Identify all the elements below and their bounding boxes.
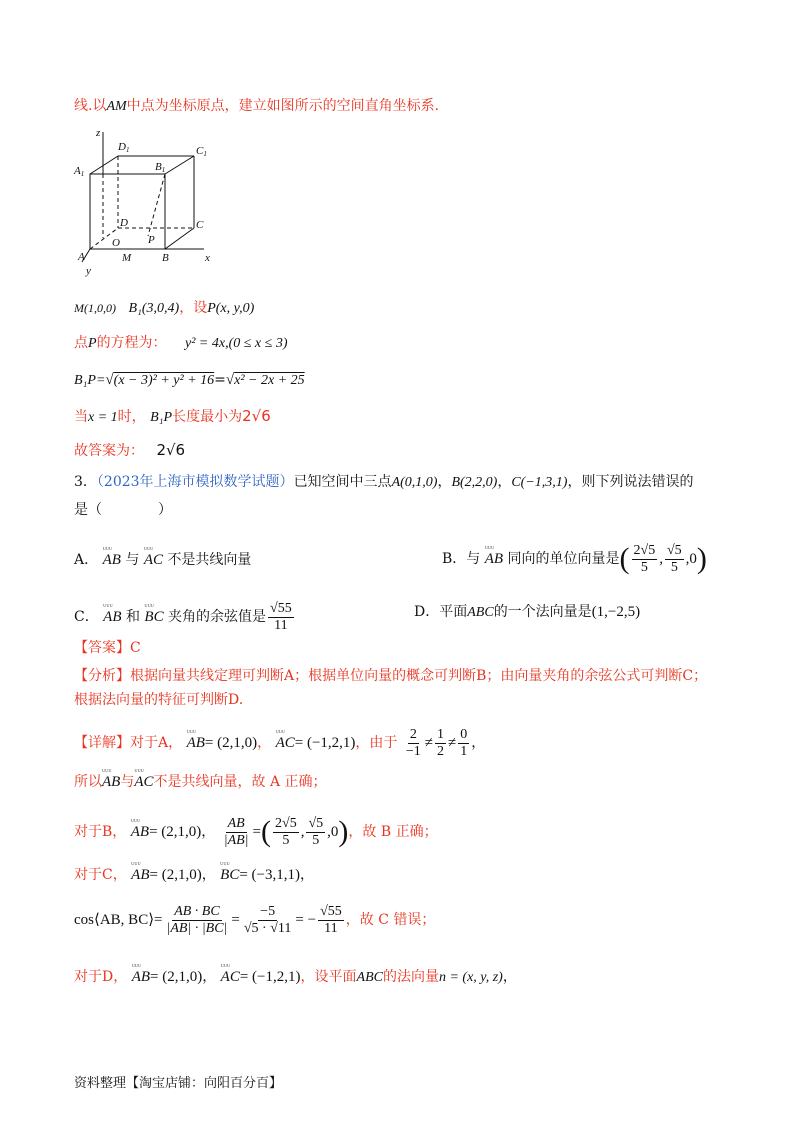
label-b: B [162, 252, 169, 264]
cosine-formula: cos⟨AB, BC⟩= $\frac{AB \cdot BC}{|AB| \cdot |BC|}$ = $\frac{-5}{√5 \cdot √11}$ = − $\frac{√55}{11}$ ，故 C 错误； [74, 903, 436, 936]
trajectory-line: 点P的方程为： y² = 4x,(0 ≤ x ≤ 3) [74, 335, 288, 351]
detail-a-conclusion: 所以ᵁᵁᵁ AB与ᵁᵁᵁ AC不是共线向量，故 A 正确； [74, 766, 327, 792]
detail-a-line: 【详解】对于A， ᵁᵁᵁ AB= (2,1,0)， ᵁᵁᵁ AC= (−1,2,1)，由于 $\frac{2}{-1}$ ≠ $\frac{1}{2}$ ≠ $\frac{0}{1}$ ， [74, 722, 485, 760]
label-a1: A1 [74, 165, 85, 178]
label-b1: B1 [155, 161, 166, 174]
label-m: M [122, 252, 132, 264]
analysis-line2: 根据法向量的特征可判断D. [74, 692, 244, 708]
detail-b-line: 对于B， ᵁᵁᵁ AB= (2,1,0)， $\frac{AB}{|AB|}$ =( $\frac{2√5}{5}$ , $\frac{√5}{5}$ ,0)，故 B 正确； [74, 806, 438, 852]
label-c1: C1 [196, 145, 207, 158]
label-y: y [86, 265, 91, 277]
cube-figure [72, 122, 222, 282]
option-d: D．平面ABC的一个法向量是(1,−2,5) [414, 604, 641, 620]
distance-line: B₁P=√(x − 3)² + y² + 16=√x² − 2x + 25 [74, 372, 305, 388]
option-c: C． ᵁᵁᵁ AB 和 ᵁᵁᵁ BC 夹角的余弦值是 $\frac{√55}{11}$ [74, 596, 296, 634]
analysis-line1: 【分析】根据向量共线定理可判断A；根据单位向量的概念可判断B；由向量夹角的余弦公式可判断C； [74, 668, 708, 684]
q3-stem-line1: 3．（2023年上海市模拟数学试题）已知空间中三点A(0,1,0)，B(2,2,0)，C(−1,3,1)，则下列说法错误的 [74, 474, 694, 490]
label-a: A [78, 251, 85, 263]
min-line: 当x = 1时， B₁P长度最小为2√6 [74, 407, 271, 425]
footer-credit: 资料整理【淘宝店铺：向阳百分百】 [74, 1076, 283, 1091]
label-x: x [205, 252, 210, 264]
label-d: D [120, 217, 128, 229]
detail-d-line: 对于D， ᵁᵁᵁ AB= (2,1,0)， ᵁᵁᵁ AC= (−1,2,1)，设平面ABC的法向量n = (x, y, z)， [74, 958, 517, 991]
answer-tag-line: 【答案】C [74, 640, 141, 656]
coords-line: M(1,0,0) B₁(3,0,4)，设P(x, y,0) [74, 300, 255, 316]
label-c: C [196, 219, 204, 231]
label-z: z [96, 127, 101, 139]
intro-line: 线.以AM中点为坐标原点，建立如图所示的空间直角坐标系. [74, 98, 440, 114]
label-o: O [112, 237, 120, 249]
option-a: A． ᵁᵁᵁ AB 与 ᵁᵁᵁ AC 不是共线向量 [74, 544, 251, 570]
q3-stem-line2: 是（ ） [74, 502, 172, 518]
answer-line: 故答案为： 2√6 [74, 441, 186, 459]
label-d1: D1 [118, 141, 130, 154]
option-b: B．与 ᵁᵁᵁ AB 同向的单位向量是( $\frac{2√5}{5}$ , $\frac{√5}{5}$ ,0) [442, 538, 707, 576]
detail-c-line: 对于C， ᵁᵁᵁ AB= (2,1,0)， ᵁᵁᵁ BC= (−3,1,1)， [74, 856, 314, 888]
label-p: P [148, 234, 155, 246]
